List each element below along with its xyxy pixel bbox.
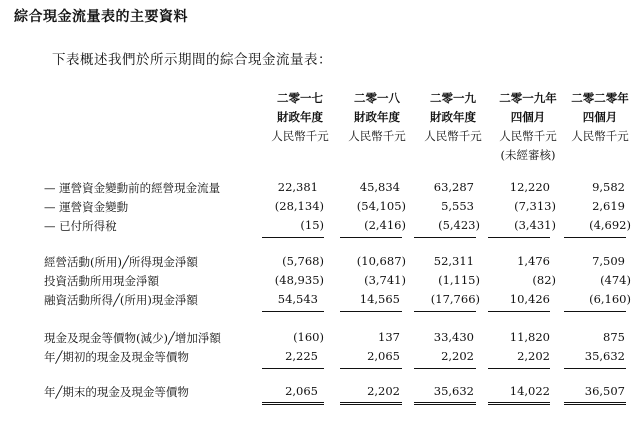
column-header: 二零一八 財政年度 人民幣千元 (348, 91, 406, 143)
cell-value: 2,225 (285, 349, 318, 363)
row-label: — 運營資金變動前的經營現金流量 (44, 181, 221, 195)
section-title: 綜合現金流量表的主要資料 (14, 9, 188, 25)
cell-value: 1,476 (517, 254, 550, 268)
total-double-rule (340, 402, 402, 405)
cell-value: 2,619 (592, 199, 625, 213)
cell-value: 137 (378, 330, 400, 344)
cell-value: (160) (293, 330, 324, 344)
cell-value: (10,687) (356, 254, 406, 268)
cell-value: 36,507 (584, 384, 625, 398)
subtotal-rule (262, 237, 324, 238)
row-label: 年╱期末的現金及現金等價物 (44, 385, 189, 399)
column-header: 二零一七 財政年度 人民幣千元 (271, 91, 329, 143)
cell-value: 9,582 (592, 180, 625, 194)
subtotal-rule (488, 311, 550, 312)
subtotal-rule (340, 311, 402, 312)
cell-value: (2,416) (364, 218, 406, 232)
cell-value: 2,202 (441, 349, 474, 363)
cell-value: 33,430 (433, 330, 474, 344)
cell-value: 12,220 (509, 180, 550, 194)
cell-value: 2,065 (285, 384, 318, 398)
cell-value: (474) (600, 273, 631, 287)
cell-value: (5,768) (282, 254, 324, 268)
cell-value: 35,632 (433, 384, 474, 398)
subtotal-rule (564, 311, 626, 312)
cell-value: (17,766) (430, 292, 480, 306)
cell-value: 2,202 (367, 384, 400, 398)
total-double-rule (414, 402, 476, 405)
column-header: 二零一九 財政年度 人民幣千元 (424, 91, 482, 143)
subtotal-rule (414, 311, 476, 312)
subtotal-rule (488, 368, 550, 369)
cell-value: 54,543 (277, 292, 318, 306)
cell-value: 14,565 (359, 292, 400, 306)
total-double-rule (488, 402, 550, 405)
cell-value: 35,632 (584, 349, 625, 363)
row-label: 融資活動所得╱(所用)現金淨額 (44, 293, 198, 307)
row-label: — 已付所得稅 (44, 219, 117, 233)
cell-value: (7,313) (514, 199, 556, 213)
cell-value: 63,287 (433, 180, 474, 194)
row-label: 投資活動所用現金淨額 (44, 274, 159, 288)
cell-value: (28,134) (274, 199, 324, 213)
cell-value: 875 (603, 330, 625, 344)
row-label: 年╱期初的現金及現金等價物 (44, 350, 189, 364)
cell-value: 45,834 (359, 180, 400, 194)
cell-value: (4,692) (589, 218, 631, 232)
cell-value: 52,311 (433, 254, 474, 268)
total-double-rule (262, 402, 324, 405)
cell-value: 10,426 (509, 292, 550, 306)
cell-value: (3,431) (514, 218, 556, 232)
intro-text: 下表概述我們於所示期間的綜合現金流量表： (52, 52, 332, 68)
column-header: 二零二零年 四個月 人民幣千元 (571, 91, 629, 143)
subtotal-rule (488, 237, 550, 238)
cell-value: (54,105) (356, 199, 406, 213)
subtotal-rule (564, 368, 626, 369)
subtotal-rule (340, 368, 402, 369)
cell-value: 7,509 (592, 254, 625, 268)
cell-value: (48,935) (274, 273, 324, 287)
cell-value: (1,115) (438, 273, 480, 287)
row-label: 經營活動(所用)╱所得現金淨額 (44, 255, 198, 269)
subtotal-rule (340, 237, 402, 238)
cell-value: 11,820 (509, 330, 550, 344)
row-label: — 運營資金變動 (44, 200, 129, 214)
subtotal-rule (414, 237, 476, 238)
cell-value: 2,065 (367, 349, 400, 363)
cell-value: 14,022 (509, 384, 550, 398)
cell-value: 5,553 (441, 199, 474, 213)
total-double-rule (564, 402, 626, 405)
subtotal-rule (262, 368, 324, 369)
cell-value: (3,741) (364, 273, 406, 287)
column-header: 二零一九年 四個月 人民幣千元 (未經審核) (499, 91, 557, 162)
cell-value: (6,160) (589, 292, 631, 306)
subtotal-rule (414, 368, 476, 369)
cell-value: 2,202 (517, 349, 550, 363)
cell-value: 22,381 (277, 180, 318, 194)
cell-value: (5,423) (438, 218, 480, 232)
row-label: 現金及現金等價物(減少)╱增加淨額 (44, 331, 221, 345)
cell-value: (15) (300, 218, 324, 232)
cell-value: (82) (532, 273, 556, 287)
subtotal-rule (262, 311, 324, 312)
subtotal-rule (564, 237, 626, 238)
